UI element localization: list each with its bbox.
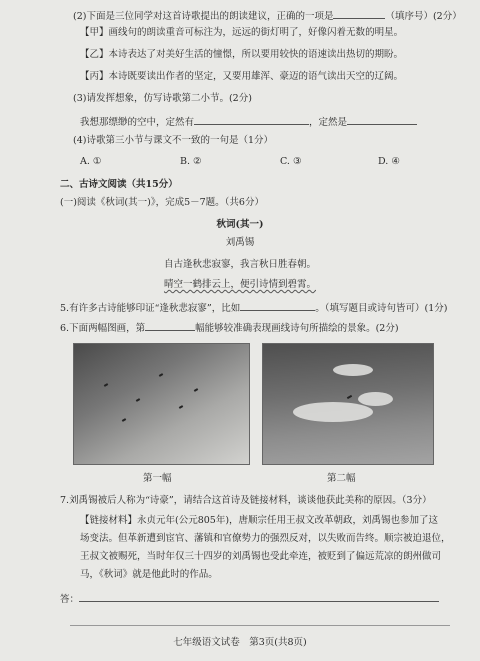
footer-divider — [70, 625, 450, 626]
q4-stem: (4)诗歌第三小节与课文不一致的一句是（1分） — [73, 135, 274, 146]
q5-answer-blank[interactable] — [240, 300, 315, 311]
caption-two: 第二幅 — [327, 473, 356, 484]
q2-answer-blank[interactable] — [333, 8, 385, 19]
q4-option-a[interactable]: A. ① — [80, 156, 102, 167]
q6-stem: 6.下面两幅图画，第 幅能够较准确表现画线诗句所描绘的景象。(2分) — [60, 320, 399, 336]
bird-icon — [104, 383, 108, 387]
q7-material-line-1: 【链接材料】永贞元年(公元805年)，唐顺宗任用王叔文改革朝政，刘禹锡也参加了这 — [80, 515, 439, 526]
bird-icon — [179, 405, 183, 409]
q4-option-c[interactable]: C. ③ — [280, 156, 302, 167]
caption-one: 第一幅 — [143, 473, 172, 484]
poem-line-2: 晴空一鹤排云上，便引诗情到碧霄。 — [163, 279, 316, 290]
q2-option-jia: 【甲】画线句的朗读重音可标注为，远远的街灯明了，好像闪着无数的明星。 — [80, 27, 404, 38]
q4-option-b[interactable]: B. ② — [180, 156, 202, 167]
bird-icon — [136, 398, 140, 402]
q7-answer: 答： — [60, 591, 439, 607]
poem-title: 秋词(其一) — [216, 219, 264, 230]
q4-option-d[interactable]: D. ④ — [378, 156, 400, 167]
q7-stem: 7.刘禹锡被后人称为“诗豪”，请结合这首诗及链接材料，谈谈他获此美称的原因。（3分） — [60, 495, 432, 506]
picture-one — [73, 343, 250, 465]
q7-material-line-3: 王叔文被赐死，当时年仅三十四岁的刘禹锡也受此牵连，被贬到了偏远荒凉的朗州做司 — [80, 551, 442, 562]
q3-stem: (3)请发挥想象，仿写诗歌第二小节。(2分) — [73, 93, 252, 104]
q2-option-bing: 【丙】本诗既要读出作者的坚定，又要用雄浑、豪迈的语气读出天空的辽阔。 — [80, 71, 404, 82]
page-footer: 七年级语文试卷 第3页(共8页) — [173, 637, 307, 648]
q6-answer-blank[interactable] — [145, 320, 195, 331]
section-subtitle: (一)阅读《秋词(其一)》，完成5－7题。（共6分） — [60, 197, 264, 208]
q7-answer-line[interactable] — [79, 591, 439, 602]
cloud-shape — [358, 392, 393, 406]
q5-stem: 5.有许多古诗能够印证“逢秋悲寂寥”，比如 。（填写题目或诗句皆可）(1分) — [60, 300, 448, 316]
cloud-shape — [333, 364, 373, 376]
q3-line: 我想那缥缈的空中，定然有 ，定然是 — [80, 114, 417, 130]
bird-icon — [159, 373, 163, 377]
q2-option-yi: 【乙】本诗表达了对美好生活的憧憬，所以要用较快的语速读出热切的期盼。 — [80, 49, 404, 60]
q3-blank-b[interactable] — [347, 114, 417, 125]
q7-material-line-2: 场变法。但革新遭到宦官、藩镇和官僚势力的强烈反对，以失败而告终。顺宗被迫退位， — [80, 533, 451, 544]
bird-icon — [122, 418, 126, 422]
cloud-shape — [293, 402, 373, 422]
q3-blank-a[interactable] — [194, 114, 309, 125]
section-title: 二、古诗文阅读（共15分） — [60, 179, 178, 190]
bird-icon — [194, 388, 198, 392]
crane-icon — [347, 395, 352, 399]
poem-author: 刘禹锡 — [225, 237, 255, 248]
poem-line-1: 自古逢秋悲寂寥，我言秋日胜春朝。 — [163, 259, 316, 270]
q2-stem: (2)下面是三位同学对这首诗歌提出的朗读建议，正确的一项是 （填序号）(2分） — [73, 8, 462, 24]
q7-material-line-4: 马，《秋词》就是他此时的作品。 — [80, 569, 218, 580]
picture-two — [262, 343, 434, 465]
